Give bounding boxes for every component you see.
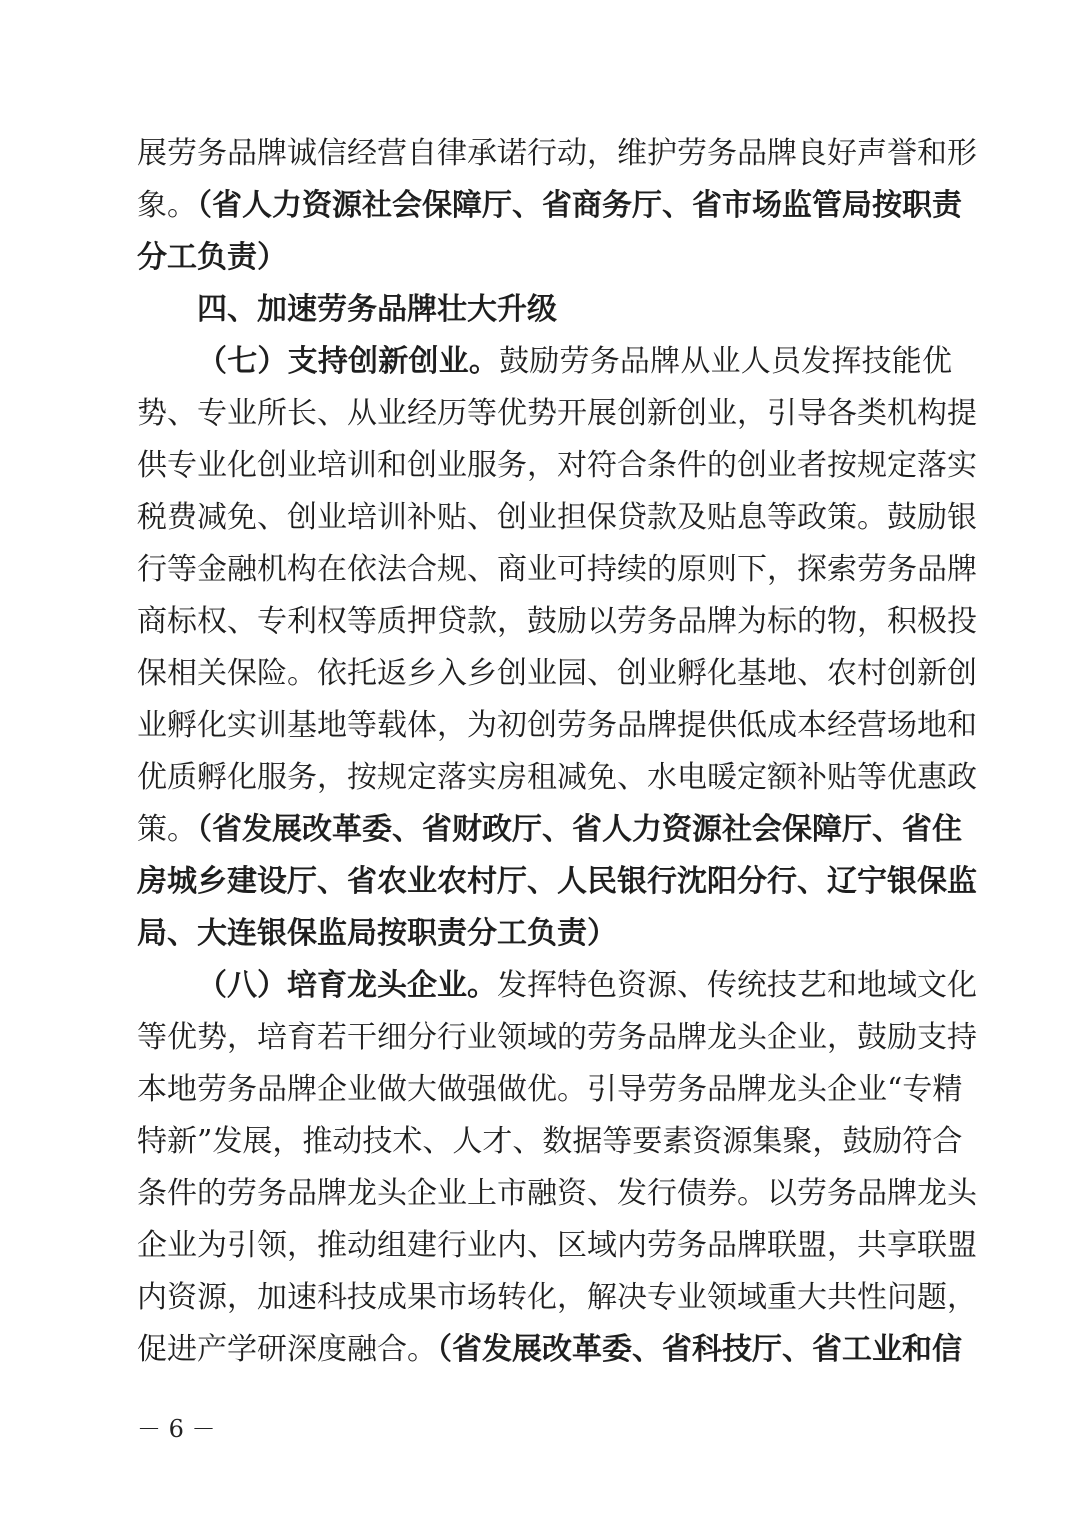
body-line: 房城乡建设厅、省农业农村厅、人民银行沈阳分行、辽宁银保监 — [137, 864, 977, 899]
body-line: 税费减免、创业培训补贴、创业担保贷款及贴息等政策。鼓励银 — [137, 500, 977, 535]
body-line: 保相关保险。依托返乡入乡创业园、创业孵化基地、农村创新创 — [137, 656, 977, 691]
body-line: 行等金融机构在依法合规、商业可持续的原则下，探索劳务品牌 — [137, 552, 977, 587]
body-line: （七）支持创新创业。鼓励劳务品牌从业人员发挥技能优 — [197, 344, 953, 379]
body-line: 等优势，培育若干细分行业领域的劳务品牌龙头企业，鼓励支持 — [137, 1020, 977, 1055]
body-line: 特新”发展，推动技术、人才、数据等要素资源集聚，鼓励符合 — [137, 1124, 963, 1159]
body-line: 促进产学研深度融合。（省发展改革委、省科技厅、省工业和信 — [137, 1332, 962, 1367]
body-line: 势、专业所长、从业经历等优势开展创新创业，引导各类机构提 — [137, 396, 977, 431]
body-line: 条件的劳务品牌龙头企业上市融资、发行债券。以劳务品牌龙头 — [137, 1176, 977, 1211]
body-line: 供专业化创业培训和创业服务，对符合条件的创业者按规定落实 — [137, 448, 977, 483]
body-line: 优质孵化服务，按规定落实房租减免、水电暖定额补贴等优惠政 — [137, 760, 977, 795]
body-line: 局、大连银保监局按职责分工负责） — [137, 916, 617, 951]
body-line: 象。（省人力资源社会保障厅、省商务厅、省市场监管局按职责 — [137, 188, 962, 223]
body-line: 展劳务品牌诚信经营自律承诺行动，维护劳务品牌良好声誉和形 — [137, 136, 977, 171]
section-heading: 四、加速劳务品牌壮大升级 — [197, 292, 557, 327]
body-line: 企业为引领，推动组建行业内、区域内劳务品牌联盟，共享联盟 — [137, 1228, 977, 1263]
subsection-title: （八）培育龙头企业。 — [197, 968, 497, 1003]
page-number: － 6 － — [137, 1415, 216, 1443]
body-line: 本地劳务品牌企业做大做强做优。引导劳务品牌龙头企业“专精 — [137, 1072, 963, 1107]
body-line: （八）培育龙头企业。发挥特色资源、传统技艺和地域文化 — [197, 968, 977, 1003]
body-line: 策。（省发展改革委、省财政厅、省人力资源社会保障厅、省住 — [137, 812, 962, 847]
body-line: 业孵化实训基地等载体，为初创劳务品牌提供低成本经营场地和 — [137, 708, 977, 743]
body-line: 分工负责） — [137, 240, 287, 275]
subsection-title: （七）支持创新创业。 — [197, 344, 500, 379]
body-line: 内资源，加速科技成果市场转化，解决专业领域重大共性问题， — [137, 1280, 977, 1315]
body-line: 商标权、专利权等质押贷款，鼓励以劳务品牌为标的物，积极投 — [137, 604, 977, 639]
